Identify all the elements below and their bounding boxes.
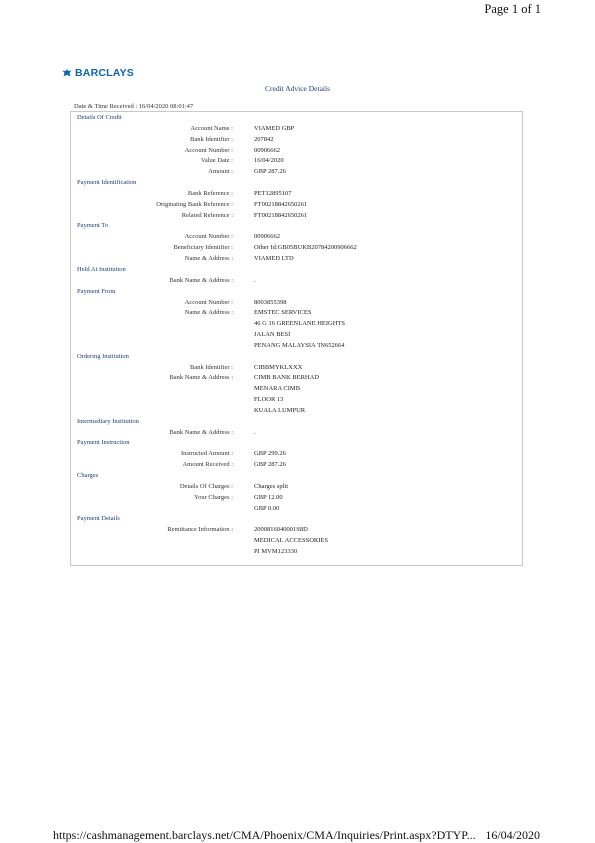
field-label: Account Number : [184,233,233,241]
field-row [77,146,517,157]
section [77,352,517,417]
field-value: FLOOR 13 [254,395,284,403]
field-value: . [254,276,256,284]
field-value: 8003855398 [254,298,287,306]
field-label: Your Charges : [194,493,233,501]
field-value: 207842 [254,135,274,143]
field-label: Account Number : [184,298,233,306]
section-title: Payment Instruction [77,439,130,447]
section [77,471,517,514]
section [77,514,517,557]
footer-url: https://cashmanagement.barclays.net/CMA/Phoenix/CMA/Inquiries/Print.aspx?DTYP... [53,828,476,842]
section-title: Payment Identification [77,178,137,186]
field-label: Related Reference : [181,211,233,219]
section [77,265,517,287]
field-value: FT00218842650261 [254,211,308,219]
logo-text: BARCLAYS [75,67,134,79]
field-row [77,449,517,460]
field-label: Bank Identifier : [190,135,233,143]
field-value: MEDICAL ACCESSORIES [254,537,328,545]
section-title: Details Of Credit [77,114,122,121]
field-row [77,254,517,265]
field-row [77,493,517,515]
field-row [77,211,517,222]
eagle-icon [62,68,72,78]
section [77,178,517,221]
field-row [77,124,517,135]
field-row [77,373,517,416]
barclays-logo [62,67,134,79]
field-value: JALAN BESI [254,330,291,338]
field-label: Details Of Charges : [179,482,233,490]
section-title: Intermediary Institution [77,417,139,425]
field-label: Amount : [208,168,233,176]
field-label: Beneficiary Identifier : [173,244,233,252]
field-value: 00906662 [254,146,280,154]
field-value: FT00218842650261 [254,200,308,208]
section [77,113,517,178]
field-row [77,189,517,200]
field-label: Value Date : [200,157,233,165]
field-label: Remittance Information : [167,526,233,534]
field-row [77,167,517,178]
field-row [77,298,517,309]
details-sections [77,113,517,558]
field-label: Bank Identifier : [190,363,233,371]
field-row [77,428,517,439]
field-value: PENANG MALAYSIA 'IN652664 [254,341,345,349]
section-title: Held At Institution [77,265,126,273]
section [77,438,517,471]
footer-date: 16/04/2020 [485,828,540,842]
section-title: Charges [77,471,99,479]
field-value: . [254,428,256,436]
field-label: Bank Name & Address : [169,276,233,284]
field-value: CIMB BANK BERHAD [254,374,320,382]
field-label: Name & Address : [184,254,233,262]
field-value: MENARA CIMB [254,385,301,393]
field-row [77,308,517,351]
field-row [77,482,517,493]
field-label: Bank Name & Address : [169,428,233,436]
field-label: Account Name : [190,125,233,132]
page-number: Page 1 of 1 [484,2,541,16]
field-value: 46 G 16 GREENLANE HEIGHTS [254,320,345,328]
field-value: CIBBMYKLXXX [254,363,303,371]
field-label: Bank Reference : [187,189,233,197]
section-title: Payment To [77,222,109,230]
section [77,417,517,439]
field-row [77,525,517,557]
section-title: Payment Details [77,515,120,523]
field-value: PI MVM123330 [254,547,298,555]
field-label: Originating Bank Reference : [156,200,233,208]
section [77,221,517,264]
field-value: KUALA LUMPUR [254,406,306,414]
field-value: Other Id:GB05BUKB20784200906662 [254,244,357,252]
field-label: Amount Received : [182,461,233,469]
field-value: GBP 287.26 [254,168,286,176]
section-title: Payment From [77,287,116,295]
field-value: GBP 287.26 [254,461,286,469]
field-label: Bank Name & Address : [169,374,233,382]
field-value: GBP 299.26 [254,450,286,458]
field-row [77,200,517,211]
field-value: VIAMED LTD [254,254,294,262]
field-label: Instructed Amount : [181,450,233,458]
field-value: PET12895107 [254,189,292,197]
field-value: 00906662 [254,233,280,241]
field-row [77,363,517,374]
section [77,287,517,352]
date-time-received: Date & Time Received : 16/04/2020 08:01:47 [74,103,194,110]
field-value: 2000816040001S8D [254,526,308,534]
field-row [77,460,517,471]
field-label: Name & Address : [184,309,233,317]
field-value: VIAMED GBP [254,125,295,132]
document-title: Credit Advice Details [265,84,330,93]
field-value: GBP 0.00 [254,504,280,512]
field-label: Account Number : [184,146,233,154]
field-row [77,243,517,254]
field-value: EMSTEC SERVICES [254,309,312,317]
field-value: Charges split [254,482,289,490]
field-value: 16/04/2020 [254,157,284,165]
field-row [77,135,517,146]
field-row [77,276,517,287]
section-title: Ordering Institution [77,352,129,360]
field-value: GBP 12.00 [254,493,283,501]
field-row [77,156,517,167]
field-row [77,232,517,243]
